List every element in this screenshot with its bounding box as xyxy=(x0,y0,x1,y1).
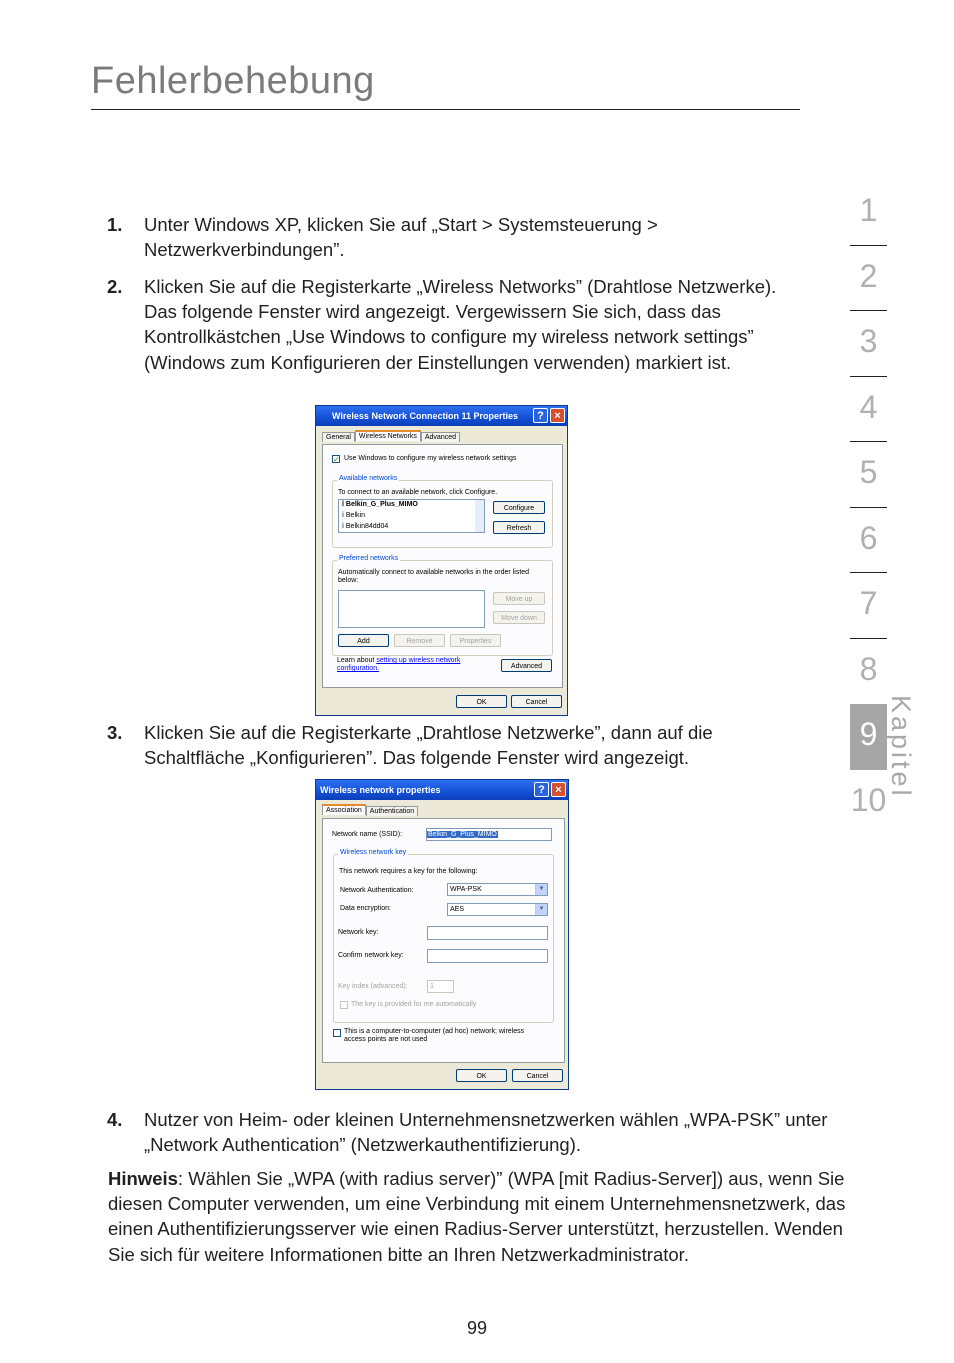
close-icon[interactable]: × xyxy=(550,408,565,423)
cancel-button[interactable]: Cancel xyxy=(512,1069,563,1082)
advanced-button[interactable]: Advanced xyxy=(501,659,552,672)
auto-key-checkbox[interactable] xyxy=(340,1001,348,1009)
chapter-nav xyxy=(850,180,887,835)
antenna-icon: ⅰ xyxy=(342,523,346,530)
wireless-connection-properties-dialog xyxy=(315,405,568,716)
adhoc-checkbox[interactable] xyxy=(333,1029,341,1037)
chapter-label: Kapitel xyxy=(886,695,916,799)
tab-advanced[interactable]: Advanced xyxy=(421,432,460,442)
available-networks-list[interactable] xyxy=(338,499,485,533)
note-text: : Wählen Sie „WPA (with radius server)” (WPA [mit Radius-Server]) aus, wenn Sie diesen Computer verwenden, um eine Verbindung mit einem Unternehmensnetzwerk, das einen Authentifizierungsserver wie einen Radius-Server unterstützt, herzustellen. Wenden Sie sich für weitere Informationen bitte an Ihren Netzwerkadministrator. xyxy=(108,1168,846,1265)
chevron-down-icon[interactable]: ▼ xyxy=(535,884,547,895)
wireless-key-group: Wireless network key This network requires a key for the following: Network Authentication: WPA-PSK ▼ Data encryption: AES ▼ Network key: Confirm network key: Key index (advanced): 1 The key is provided for me automatically xyxy=(333,854,554,1023)
chapter-1[interactable]: 1 xyxy=(850,180,887,246)
remove-button[interactable]: Remove xyxy=(394,634,445,647)
dialog2-tabs xyxy=(322,805,418,817)
network-key-input[interactable] xyxy=(427,926,548,940)
dialog2-panel: Network name (SSID): Belkin_G_Plus_MIMO Wireless network key This network requires a key for the following: Network Authentication: WPA-PSK ▼ Data encryption: AES ▼ Network key: Confirm network key: Key index (advanced): 1 The key is provided for me automatically This is a computer-to-computer (ad hoc) network; wireless access points are not used xyxy=(322,818,565,1063)
confirm-key-input[interactable] xyxy=(427,949,548,963)
preferred-networks-group: Preferred networks Automatically connect to available networks in the order listed below: Move up Move down Add Remove Properties xyxy=(332,560,553,656)
adhoc-label: This is a computer-to-computer (ad hoc) network; wireless access points are not used xyxy=(344,1028,525,1043)
preferred-networks-list[interactable] xyxy=(338,590,485,628)
chapter-5[interactable]: 5 xyxy=(850,442,887,508)
title-divider xyxy=(91,109,800,110)
cancel-button[interactable]: Cancel xyxy=(511,695,562,708)
step-4: 4. Nutzer von Heim- oder kleinen Unternehmensnetzwerken wählen „WPA-PSK” unter „Network Authentication” (Netzwerkauthentifizierung). xyxy=(107,1109,828,1156)
properties-button[interactable]: Properties xyxy=(450,634,501,647)
tab-wireless-networks[interactable]: Wireless Networks xyxy=(355,430,421,441)
move-up-button[interactable]: Move up xyxy=(493,592,545,605)
configure-button[interactable]: Configure xyxy=(493,501,545,514)
page-title: Fehlerbehebung xyxy=(91,60,375,102)
network-item[interactable]: ⅰ Belkin84dd04 xyxy=(342,523,389,530)
help-icon[interactable]: ? xyxy=(534,782,549,797)
dialog2-titlebar: Wireless network properties ? × xyxy=(316,780,568,800)
dialog1-panel xyxy=(322,444,563,688)
chapter-6[interactable]: 6 xyxy=(850,508,887,574)
network-authentication-select[interactable]: WPA-PSK ▼ xyxy=(447,883,548,896)
tab-general[interactable]: General xyxy=(322,432,355,442)
dialog1-tabs xyxy=(322,431,460,443)
step-3: 3. Klicken Sie auf die Registerkarte „Drahtlose Netzwerke”, dann auf die Schaltfläche „Konfigurieren”. Das folgende Fenster wird angezeigt. xyxy=(107,722,713,769)
antenna-icon: ⅰ xyxy=(342,512,346,519)
chapter-2[interactable]: 2 xyxy=(850,246,887,312)
ok-button[interactable]: OK xyxy=(456,1069,507,1082)
learn-link-continued[interactable]: configuration. xyxy=(337,665,380,672)
chapter-7[interactable]: 7 xyxy=(850,573,887,639)
wireless-network-properties-dialog xyxy=(315,779,569,1090)
dialog1-titlebar: Wireless Network Connection 11 Properties ? × xyxy=(316,406,567,426)
note-label: Hinweis xyxy=(108,1168,178,1189)
network-item[interactable]: ⅰ Belkin_G_Plus_MIMO xyxy=(342,501,418,508)
add-button[interactable]: Add xyxy=(338,634,389,647)
close-icon[interactable]: × xyxy=(551,782,566,797)
move-down-button[interactable]: Move down xyxy=(493,611,545,624)
note xyxy=(108,1166,868,1267)
step-1: 1. Unter Windows XP, klicken Sie auf „Start > Systemsteuerung > Netzwerkverbindungen”. xyxy=(107,214,658,261)
use-windows-checkbox[interactable]: ✓ xyxy=(333,455,340,464)
chapter-10[interactable]: 10 xyxy=(850,781,887,818)
chevron-down-icon[interactable]: ▼ xyxy=(535,904,547,915)
chapter-4[interactable]: 4 xyxy=(850,377,887,443)
key-index-spinner[interactable]: 1 xyxy=(427,980,454,993)
network-item[interactable]: ⅰ Belkin xyxy=(342,512,365,519)
chapter-8[interactable]: 8 xyxy=(859,650,878,687)
chapter-3[interactable]: 3 xyxy=(850,311,887,377)
refresh-button[interactable]: Refresh xyxy=(493,521,545,534)
available-networks-group: Available networks To connect to an available network, click Configure. ⅰ Belkin_G_Plus_MIMO ⅰ Belkin ⅰ Belkin84dd04 Configure Refresh xyxy=(332,480,553,548)
scrollbar[interactable] xyxy=(475,500,484,532)
step-2: 2. Klicken Sie auf die Registerkarte „Wireless Networks” (Drahtlose Netzwerke). Das folgende Fenster wird angezeigt. Vergewissern Sie sich, dass das Kontrollkästchen „Use Windows to configure my wireless network settings” (Windows zum Konfigurieren der Einstellungen verwenden) markiert ist. xyxy=(107,276,777,373)
data-encryption-select[interactable]: AES ▼ xyxy=(447,903,548,916)
page-number: 99 xyxy=(466,1318,488,1338)
learn-link[interactable]: setting up wireless network xyxy=(376,657,461,664)
antenna-icon: ⅰ xyxy=(342,501,346,508)
help-icon[interactable]: ? xyxy=(533,408,548,423)
use-windows-label: Use Windows to configure my wireless network settings xyxy=(344,455,517,462)
tab-association[interactable]: Association xyxy=(322,804,366,815)
ok-button[interactable]: OK xyxy=(456,695,507,708)
ssid-input[interactable]: Belkin_G_Plus_MIMO xyxy=(426,828,552,841)
chapter-9-active[interactable]: 9 xyxy=(850,704,887,770)
learn-about-text: Learn about setting up wireless network configuration. xyxy=(337,657,461,672)
tab-authentication[interactable]: Authentication xyxy=(366,806,418,816)
